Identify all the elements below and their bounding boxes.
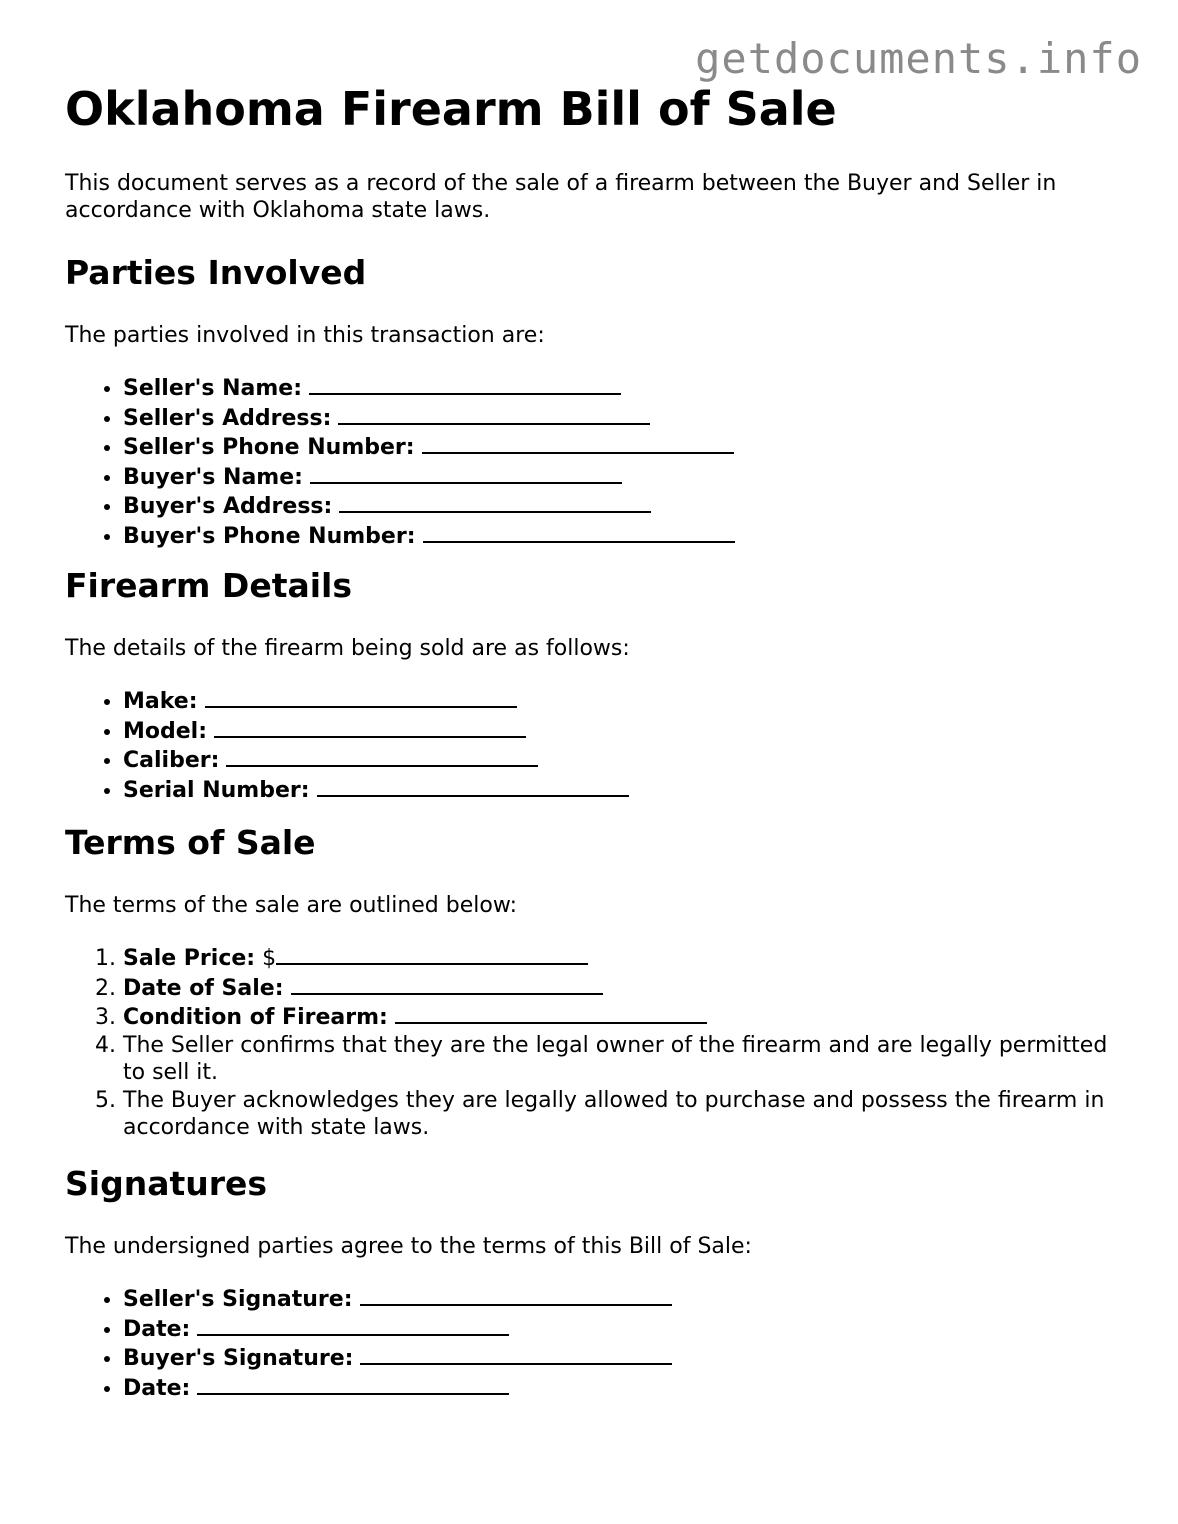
- section-heading-firearm: Firearm Details: [65, 566, 353, 605]
- field-label: Serial Number:: [123, 777, 310, 803]
- field-label: Buyer's Signature:: [123, 1346, 354, 1371]
- list-item: [123, 1343, 1123, 1373]
- list-item: [123, 775, 1123, 805]
- list-item: [123, 716, 1123, 746]
- term-text: The Seller confirms that they are the legal owner of the firearm and are legally permitted to sell it.: [123, 1032, 1108, 1085]
- field-label: Date:: [123, 1375, 191, 1401]
- list-item: [123, 491, 1123, 521]
- seller-name-blank[interactable]: [309, 373, 621, 395]
- section-heading-parties: Parties Involved: [65, 253, 367, 292]
- currency-prefix: $: [262, 946, 277, 971]
- make-blank[interactable]: [205, 686, 517, 708]
- list-item: [123, 745, 1123, 775]
- field-label: Seller's Name:: [123, 376, 303, 401]
- parties-lead: The parties involved in this transaction are:: [65, 323, 545, 348]
- serial-number-blank[interactable]: [317, 775, 629, 797]
- terms-lead: The terms of the sale are outlined below:: [65, 893, 518, 918]
- signatures-lead: The undersigned parties agree to the terms of this Bill of Sale:: [65, 1234, 752, 1259]
- date-of-sale-blank[interactable]: [291, 973, 603, 995]
- field-label: Date of Sale:: [123, 975, 284, 1001]
- seller-date-blank[interactable]: [197, 1314, 509, 1336]
- intro-paragraph: This document serves as a record of the sale of a firearm between the Buyer and Seller in accordance with Oklahoma state laws.: [65, 171, 1057, 223]
- field-label: Seller's Phone Number:: [123, 435, 415, 460]
- list-item: [123, 1373, 1123, 1403]
- condition-blank[interactable]: [395, 1002, 707, 1024]
- buyer-phone-blank[interactable]: [423, 521, 735, 543]
- field-label: Date:: [123, 1316, 191, 1342]
- seller-phone-blank[interactable]: [422, 432, 734, 454]
- list-item: [123, 462, 1123, 492]
- firearm-lead: The details of the firearm being sold are as follows:: [65, 636, 630, 661]
- seller-signature-blank[interactable]: [360, 1284, 672, 1306]
- section-heading-signatures: Signatures: [65, 1164, 268, 1203]
- field-label: Seller's Address:: [123, 405, 332, 431]
- field-label: Buyer's Address:: [123, 494, 333, 519]
- buyer-signature-blank[interactable]: [360, 1343, 672, 1365]
- list-item: [123, 1032, 1123, 1087]
- list-item: [123, 373, 1123, 403]
- field-label: Buyer's Phone Number:: [123, 523, 416, 549]
- field-label: Make:: [123, 689, 198, 714]
- page-title: Oklahoma Firearm Bill of Sale: [65, 82, 837, 136]
- list-item: [123, 1002, 1123, 1032]
- buyer-date-blank[interactable]: [197, 1373, 509, 1395]
- list-item: [123, 1087, 1123, 1142]
- list-item: [123, 403, 1123, 433]
- field-label: Condition of Firearm:: [123, 1005, 388, 1030]
- list-item: [123, 432, 1123, 462]
- field-label: Sale Price:: [123, 946, 256, 971]
- sale-price-blank[interactable]: [276, 943, 588, 965]
- field-label: Seller's Signature:: [123, 1287, 353, 1312]
- list-item: [123, 686, 1123, 716]
- buyer-name-blank[interactable]: [310, 462, 622, 484]
- model-blank[interactable]: [214, 716, 526, 738]
- field-label: Buyer's Name:: [123, 464, 303, 490]
- firearm-list: [65, 686, 1123, 804]
- signatures-list: [65, 1284, 1123, 1402]
- buyer-address-blank[interactable]: [339, 491, 651, 513]
- field-label: Model:: [123, 718, 208, 744]
- list-item: [123, 1314, 1123, 1344]
- seller-address-blank[interactable]: [338, 403, 650, 425]
- list-item: [123, 521, 1123, 551]
- list-item: [123, 1284, 1123, 1314]
- term-text: The Buyer acknowledges they are legally allowed to purchase and possess the firearm in accordance with state laws.: [123, 1087, 1105, 1140]
- list-item: [123, 943, 1123, 973]
- field-label: Caliber:: [123, 748, 220, 773]
- parties-list: [65, 373, 1123, 550]
- terms-list: [65, 943, 1123, 1142]
- watermark: getdocuments.info: [695, 34, 1142, 83]
- section-heading-terms: Terms of Sale: [65, 823, 316, 862]
- caliber-blank[interactable]: [226, 745, 538, 767]
- list-item: [123, 973, 1123, 1003]
